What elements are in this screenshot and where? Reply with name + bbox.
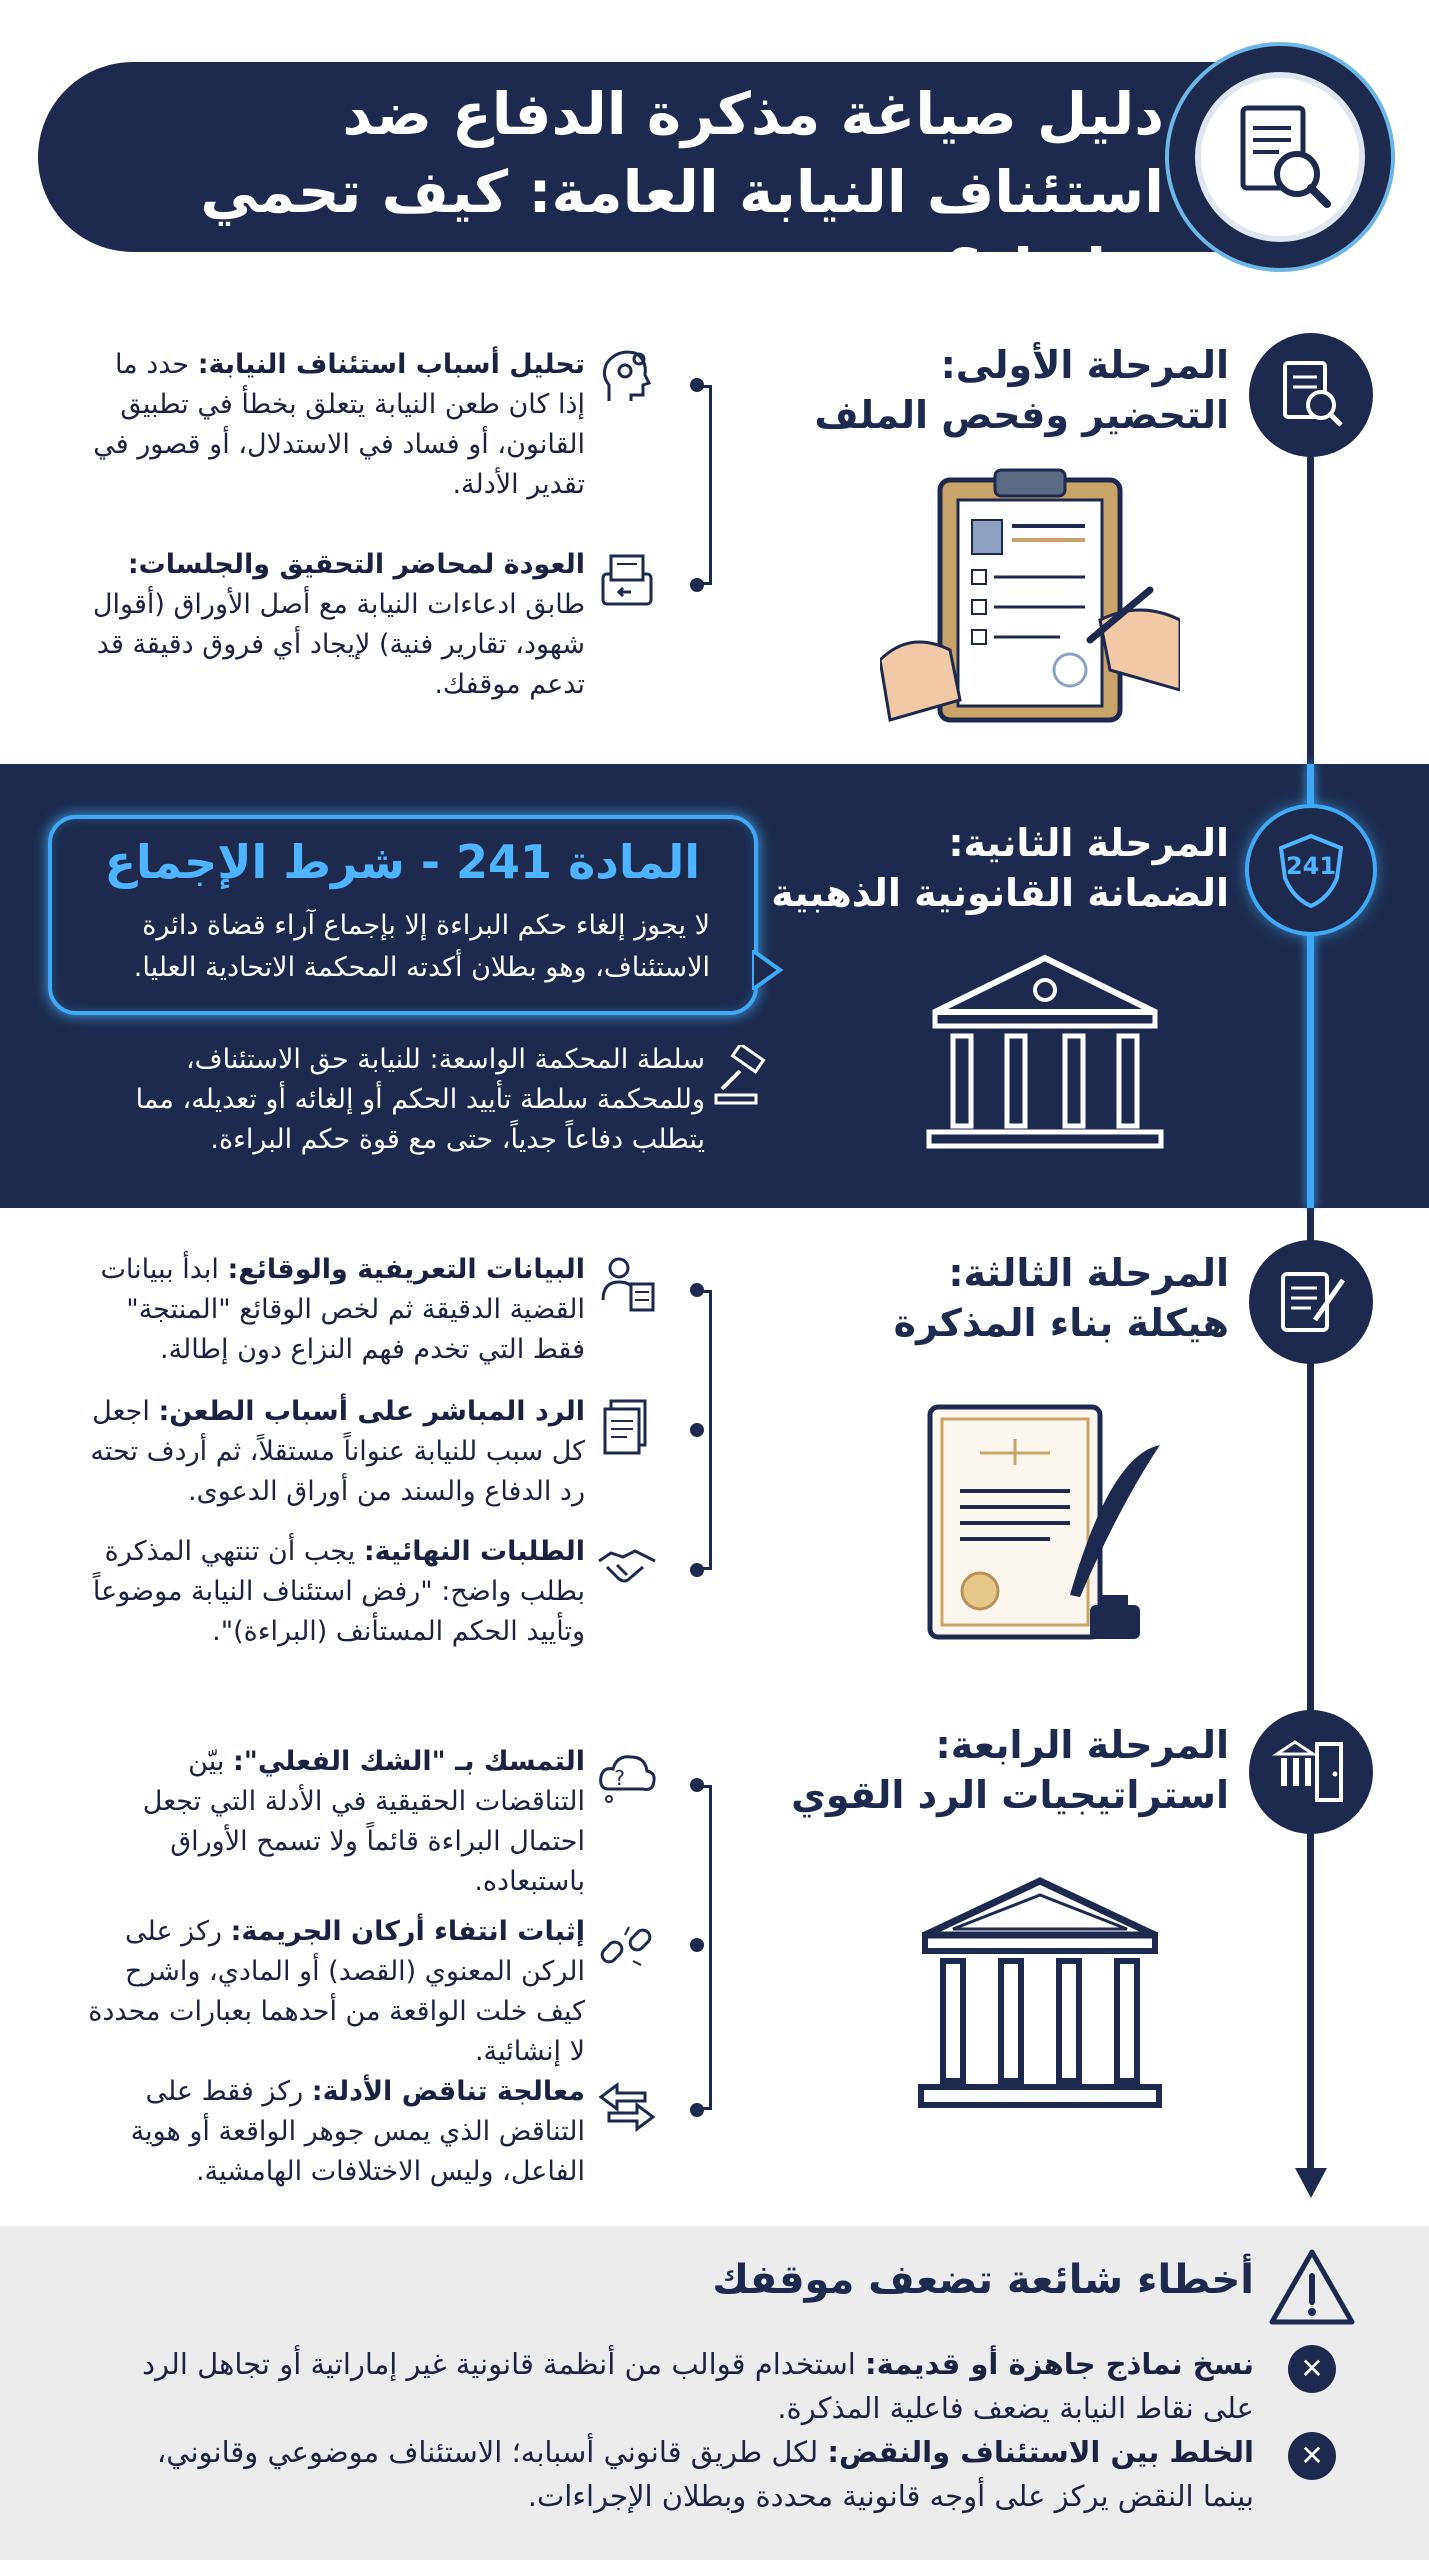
stage2-item-1: سلطة المحكمة الواسعة: للنيابة حق الاستئناف، وللمحكمة سلطة تأييد الحكم أو إلغائه أو تعديله، مما يتطلب دفاعاً جدياً، حتى مع قوة حكم البراءة.	[135, 1044, 705, 1155]
page-title: دليل صياغة مذكرة الدفاع ضد استئناف النيابة العامة: كيف تحمي براءتك؟	[200, 80, 1164, 304]
gavel-icon	[710, 1045, 774, 1109]
bracket-dot	[690, 1563, 704, 1577]
file-tray-icon	[595, 548, 659, 612]
bracket-dot	[690, 1283, 704, 1297]
person-file-icon	[595, 1252, 659, 1316]
scroll-pen-icon	[1249, 1240, 1373, 1364]
shield-badge-number: 241	[1285, 852, 1337, 880]
document-magnifier-icon	[1195, 72, 1365, 242]
stage1-item-2: العودة لمحاضر التحقيق والجلسات: طابق ادعاءات النيابة مع أصل الأوراق (أقوال شهود، تقارير فنية) لإيجاد أي فروق دقيقة قد تدعم موقفك.	[92, 549, 585, 700]
stage1-bracket	[692, 385, 712, 585]
close-icon: ✕	[1288, 2432, 1336, 2480]
callout-text: لا يجوز إلغاء حكم البراءة إلا بإجماع آراء قضاة دائرة الاستئناف، وهو بطلان أكدته المحكمة الاتحادية العليا.	[133, 910, 710, 983]
broken-chain-icon	[595, 1915, 659, 1979]
svg-text:?: ?	[614, 1766, 625, 1790]
warning-icon	[1268, 2248, 1356, 2326]
head-gears-icon	[595, 345, 659, 409]
callout-pointer	[752, 950, 786, 990]
stage3-title: المرحلة الثالثة: هيكلة بناء المذكرة	[893, 1251, 1229, 1345]
swap-arrows-icon	[595, 2075, 659, 2139]
stage1-item-1: تحليل أسباب استئناف النيابة: حدد ما إذا كان طعن النيابة يتعلق بخطأ في تطبيق القانون، أو فساد في الاستدلال، أو قصور في تقدير الأدلة.	[93, 349, 585, 500]
bracket-dot	[690, 1938, 704, 1952]
timeline-arrow-icon	[1295, 2168, 1327, 2202]
courthouse-illustration	[915, 950, 1175, 1170]
bracket-dot	[690, 2103, 704, 2117]
document-search-icon	[1249, 333, 1373, 457]
scroll-quill-illustration	[910, 1395, 1180, 1655]
bracket-dot	[690, 1778, 704, 1792]
question-cloud-icon	[595, 1745, 659, 1809]
bracket-dot	[690, 378, 704, 392]
stage4-item-3: معالجة تناقض الأدلة: ركز فقط على التناقض الذي يمس جوهر الواقعة أو هوية الفاعل، وليس الاختلافات الهامشية.	[130, 2076, 585, 2187]
shield-241-icon	[1249, 808, 1373, 932]
mistake-item-1: نسخ نماذج جاهزة أو قديمة: استخدام قوالب من أنظمة قانونية غير إماراتية أو تجاهل الرد على نقاط النيابة يضعف فاعلية المذكرة.	[142, 2347, 1254, 2425]
stage4-title: المرحلة الرابعة: استراتيجيات الرد القوي	[791, 1723, 1229, 1817]
close-icon: ✕	[1288, 2345, 1336, 2393]
stage4-item-2: إثبات انتفاء أركان الجريمة: ركز على الركن المعنوي (القصد) أو المادي، واشرح كيف خلت الواقعة من أحدهما بعبارات محددة لا إنشائية.	[88, 1916, 585, 2067]
stage3-item-1: البيانات التعريفية والوقائع: ابدأ ببيانات القضية الدقيقة ثم لخص الوقائع "المنتجة" فقط التي تخدم فهم النزاع دون إطالة.	[100, 1254, 585, 1365]
handshake-icon	[595, 1535, 659, 1599]
court-door-icon	[1249, 1710, 1373, 1834]
callout-title: المادة 241 - شرط الإجماع	[104, 835, 700, 889]
courthouse-illustration	[905, 1875, 1175, 2135]
bracket-dot	[690, 578, 704, 592]
stage3-item-2: الرد المباشر على أسباب الطعن: اجعل كل سبب للنيابة عنواناً مستقلاً، ثم أردف تحته رد الدفاع والسند من أوراق الدعوى.	[90, 1396, 585, 1507]
mistakes-title: أخطاء شائعة تضعف موقفك	[712, 2257, 1254, 2303]
stage4-item-1: التمسك بـ "الشك الفعلي": بيّن التناقضات الحقيقية في الأدلة التي تجعل احتمال البراءة قائماً ولا تسمح الأوراق باستبعاده.	[142, 1746, 585, 1897]
stage1-title: المرحلة الأولى: التحضير وفحص الملف	[814, 343, 1229, 437]
bracket-dot	[690, 1423, 704, 1437]
stage3-item-3: الطلبات النهائية: يجب أن تنتهي المذكرة بطلب واضح: "رفض استئناف النيابة موضوعاً وتأييد الحكم المستأنف (البراءة)".	[92, 1536, 585, 1647]
documents-icon	[595, 1395, 659, 1459]
stage2-title: المرحلة الثانية: الضمانة القانونية الذهبية	[771, 821, 1229, 915]
mistake-item-2: الخلط بين الاستئناف والنقض: لكل طريق قانوني أسبابه؛ الاستئناف موضوعي وقانوني، بينما النقض يركز على أوجه قانونية محددة وبطلان الإجراءات.	[156, 2435, 1254, 2513]
clipboard-illustration	[880, 460, 1180, 740]
